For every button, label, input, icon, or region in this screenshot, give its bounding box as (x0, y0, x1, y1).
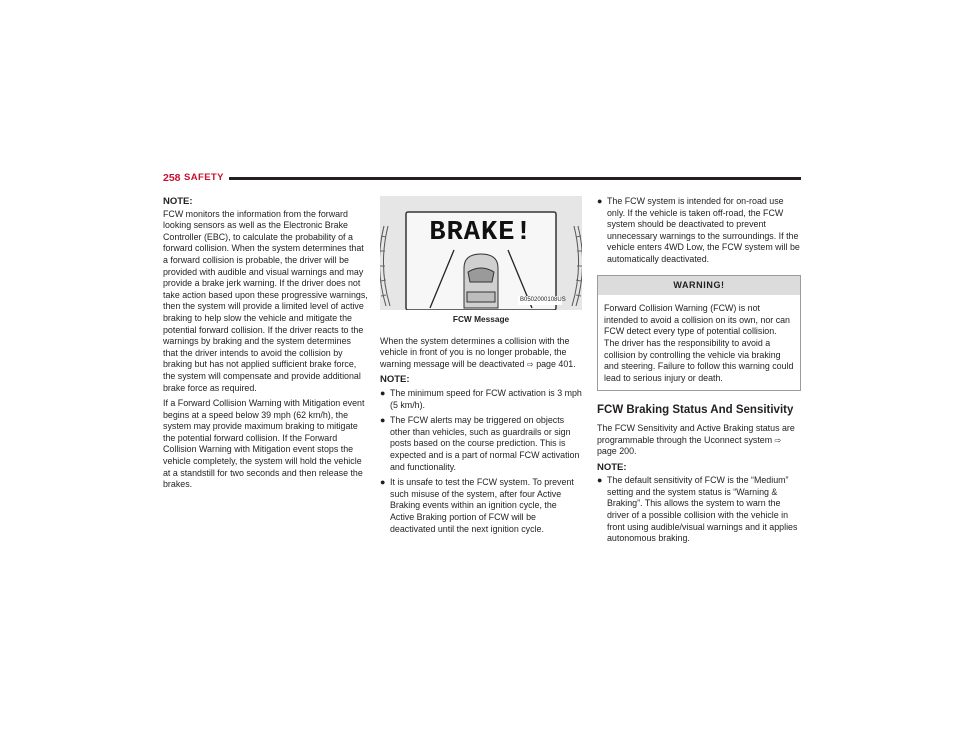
bullet-icon: ● (597, 196, 603, 206)
bullet-list (597, 196, 801, 266)
bullet-icon: ● (597, 475, 603, 486)
list-item: ● The FCW system is intended for on-road use only. If the vehicle is taken off-road, the FCW system should be deactivated to prevent unnecessary warnings to the surroundings. If the vehicle enters 4WD Low, the FCW system will be automatically deactivated. (597, 196, 800, 264)
note-bullet-list (597, 475, 801, 545)
body-paragraph: FCW monitors the information from the forward looking sensors as well as the Electronic Brake Controller (EBC), to calculate the probability of a forward collision. When the system determines that a forward collision is probable, the driver will be provided with audible and visual warnings and may provide a brake jerk warning. If the driver does not take action based upon these progressive warnings, then the system will provide a limited level of active braking to help slow the vehicle and mitigate the potential forward collision. If the driver reacts to the warnings by braking and the system determines that the driver intends to avoid the collision by braking but has not applied sufficient brake force, the system will compensate and provide additional brake force as required. (163, 208, 368, 393)
list-item: ● The minimum speed for FCW activation is 3 mph (5 km/h). (380, 387, 582, 410)
page-number: 258 (163, 172, 181, 184)
instrument-cluster-illustration (380, 196, 582, 310)
fcw-message-figure (380, 196, 582, 310)
figure-brake-text: BRAKE! (429, 218, 533, 248)
page-reference: page 401. (536, 358, 576, 369)
bullet-icon: ● (380, 415, 386, 426)
note-label: NOTE: (380, 374, 410, 386)
warning-text: Forward Collision Warning (FCW) is not intended to avoid a collision on its own, nor can FCW detect every type of potential collision. The driver has the responsibility to avoid a collision by controlling the vehicle via braking and steering. Failure to follow this warning could lead to serious injury or death. (604, 303, 794, 383)
warning-box (597, 275, 801, 392)
column-middle (380, 196, 582, 539)
column-right (597, 196, 801, 549)
page-header (163, 172, 801, 186)
list-item: ● The FCW alerts may be triggered on objects other than vehicles, such as guardrails or sign posts based on the course prediction. This is expected and is a part of normal FCW activation and functionality. (380, 415, 580, 472)
note-label: NOTE: (163, 196, 193, 207)
section-subheading: FCW Braking Status And Sensitivity (597, 404, 794, 417)
page-ref-arrow-icon: ⇨ (527, 359, 534, 369)
column-left (163, 196, 368, 495)
header-rule (229, 177, 801, 180)
note-label: NOTE: (597, 461, 627, 473)
list-item: ● The default sensitivity of FCW is the “Medium” setting and the system status is “Warning & Braking”. This allows the system to warn the driver of a possible collision with the vehicle in front using audible/visual warnings and it applies autonomous braking. (597, 475, 798, 544)
body-paragraph (380, 336, 582, 371)
list-item: ● It is unsafe to test the FCW system. To prevent such misuse of the system, after four Active Braking events within an ignition cycle, the Active Braking portion of FCW will be deactivated until the next ignition cycle. (380, 477, 574, 534)
warning-title: WARNING! (598, 276, 800, 296)
paragraph-text: The FCW Sensitivity and Active Braking status are programmable through the Uconnect system (597, 422, 795, 445)
figure-caption: FCW Message (452, 314, 510, 324)
body-paragraph (597, 423, 801, 458)
note-bullet-list (380, 388, 582, 535)
paragraph-text: When the system determines a collision with the vehicle in front of you is no longer probable, the warning message will be deactivated (380, 335, 570, 369)
bullet-icon: ● (380, 477, 386, 488)
body-paragraph: If a Forward Collision Warning with Mitigation event begins at a speed below 39 mph (62 km/h), the system may provide maximum braking to mitigate the potential forward collision. If the Forward Collision Warning with Mitigation event stops the vehicle completely, the system will hold the vehicle at a standstill for two seconds and then release the brakes. (163, 398, 365, 490)
section-title: SAFETY (184, 172, 224, 183)
figure-code: B0502000108US (520, 297, 566, 303)
page-reference: page 200. (597, 446, 637, 457)
bullet-icon: ● (380, 387, 386, 398)
page-ref-arrow-icon: ⇨ (774, 435, 782, 445)
